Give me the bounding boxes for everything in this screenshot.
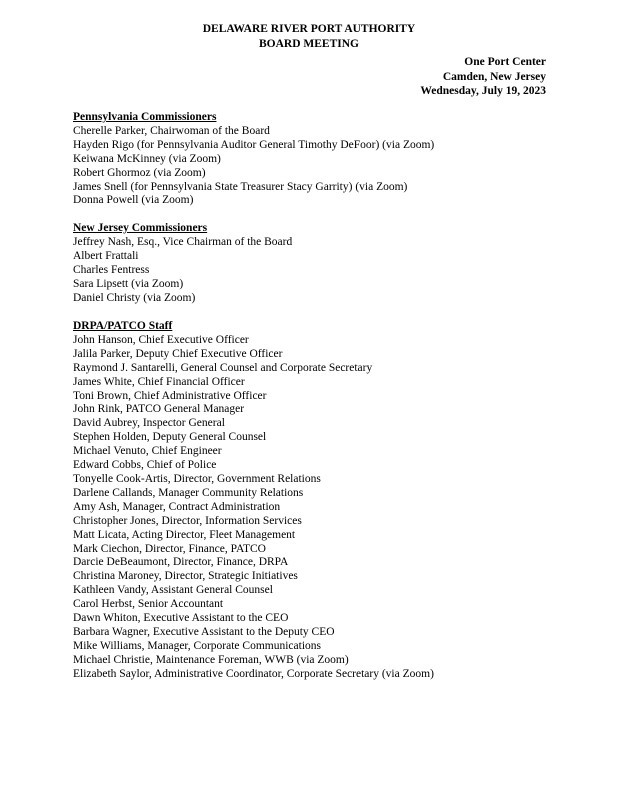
location-city: Camden, New Jersey xyxy=(442,70,546,83)
section-heading: DRPA/PATCO Staff xyxy=(73,320,173,332)
list-item: Dawn Whiton, Executive Assistant to the CEO xyxy=(73,612,289,625)
list-item: John Rink, PATCO General Manager xyxy=(73,403,245,416)
meeting-date: Wednesday, July 19, 2023 xyxy=(420,85,546,97)
list-item: Carol Herbst, Senior Accountant xyxy=(73,598,224,611)
list-item: Jeffrey Nash, Esq., Vice Chairman of the Board xyxy=(73,235,293,248)
org-name: DELAWARE RIVER PORT AUTHORITY xyxy=(202,23,416,35)
list-item: Cherelle Parker, Chairwoman of the Board xyxy=(73,124,270,137)
list-item: Elizabeth Saylor, Administrative Coordinator, Corporate Secretary (via Zoom) xyxy=(73,667,434,680)
section-heading: Pennsylvania Commissioners xyxy=(73,111,217,123)
list-item: Matt Licata, Acting Director, Fleet Management xyxy=(73,528,296,541)
list-item: Charles Fentress xyxy=(73,263,150,276)
list-item: Darcie DeBeaumont, Director, Finance, DRPA xyxy=(73,556,289,569)
list-item: Tonyelle Cook-Artis, Director, Government Relations xyxy=(73,472,321,485)
list-item: Donna Powell (via Zoom) xyxy=(73,194,194,207)
list-item: Sara Lipsett (via Zoom) xyxy=(73,277,184,290)
list-item: Christopher Jones, Director, Information Services xyxy=(73,514,302,527)
location-building: One Port Center xyxy=(464,56,546,68)
list-item: Raymond J. Santarelli, General Counsel and Corporate Secretary xyxy=(73,361,373,374)
list-item: Jalila Parker, Deputy Chief Executive Officer xyxy=(73,347,283,360)
list-item: Christina Maroney, Director, Strategic Initiatives xyxy=(73,570,298,583)
list-item: Daniel Christy (via Zoom) xyxy=(73,291,196,304)
list-item: David Aubrey, Inspector General xyxy=(73,417,225,430)
section-new-jersey-commissioners xyxy=(73,222,292,305)
list-item: Amy Ash, Manager, Contract Administration xyxy=(73,500,281,513)
section-heading: New Jersey Commissioners xyxy=(73,222,208,234)
list-item: Robert Ghormoz (via Zoom) xyxy=(73,166,206,179)
member-list xyxy=(73,125,434,208)
list-item: John Hanson, Chief Executive Officer xyxy=(73,333,249,346)
meeting-title: BOARD MEETING xyxy=(259,38,359,50)
list-item: Michael Venuto, Chief Engineer xyxy=(73,445,222,458)
list-item: Darlene Callands, Manager Community Relations xyxy=(73,486,304,499)
list-item: James White, Chief Financial Officer xyxy=(73,375,245,388)
list-item: Edward Cobbs, Chief of Police xyxy=(73,459,217,472)
list-item: Barbara Wagner, Executive Assistant to the Deputy CEO xyxy=(73,625,335,638)
list-item: Keiwana McKinney (via Zoom) xyxy=(73,152,221,165)
meeting-location xyxy=(420,55,546,99)
list-item: Michael Christie, Maintenance Foreman, WWB (via Zoom) xyxy=(73,653,349,666)
list-item: Mike Williams, Manager, Corporate Communications xyxy=(73,639,321,652)
list-item: Albert Frattali xyxy=(73,249,139,262)
list-item: Toni Brown, Chief Administrative Officer xyxy=(73,389,267,402)
list-item: Hayden Rigo (for Pennsylvania Auditor General Timothy DeFoor) (via Zoom) xyxy=(73,138,435,151)
section-drpa-patco-staff xyxy=(73,320,434,682)
list-item: James Snell (for Pennsylvania State Treasurer Stacy Garrity) (via Zoom) xyxy=(73,180,408,193)
list-item: Stephen Holden, Deputy General Counsel xyxy=(73,431,267,444)
document-header xyxy=(0,22,618,52)
list-item: Mark Ciechon, Director, Finance, PATCO xyxy=(73,542,266,555)
member-list xyxy=(73,334,434,682)
list-item: Kathleen Vandy, Assistant General Counsel xyxy=(73,584,273,597)
section-pennsylvania-commissioners xyxy=(73,111,434,208)
member-list xyxy=(73,236,292,306)
